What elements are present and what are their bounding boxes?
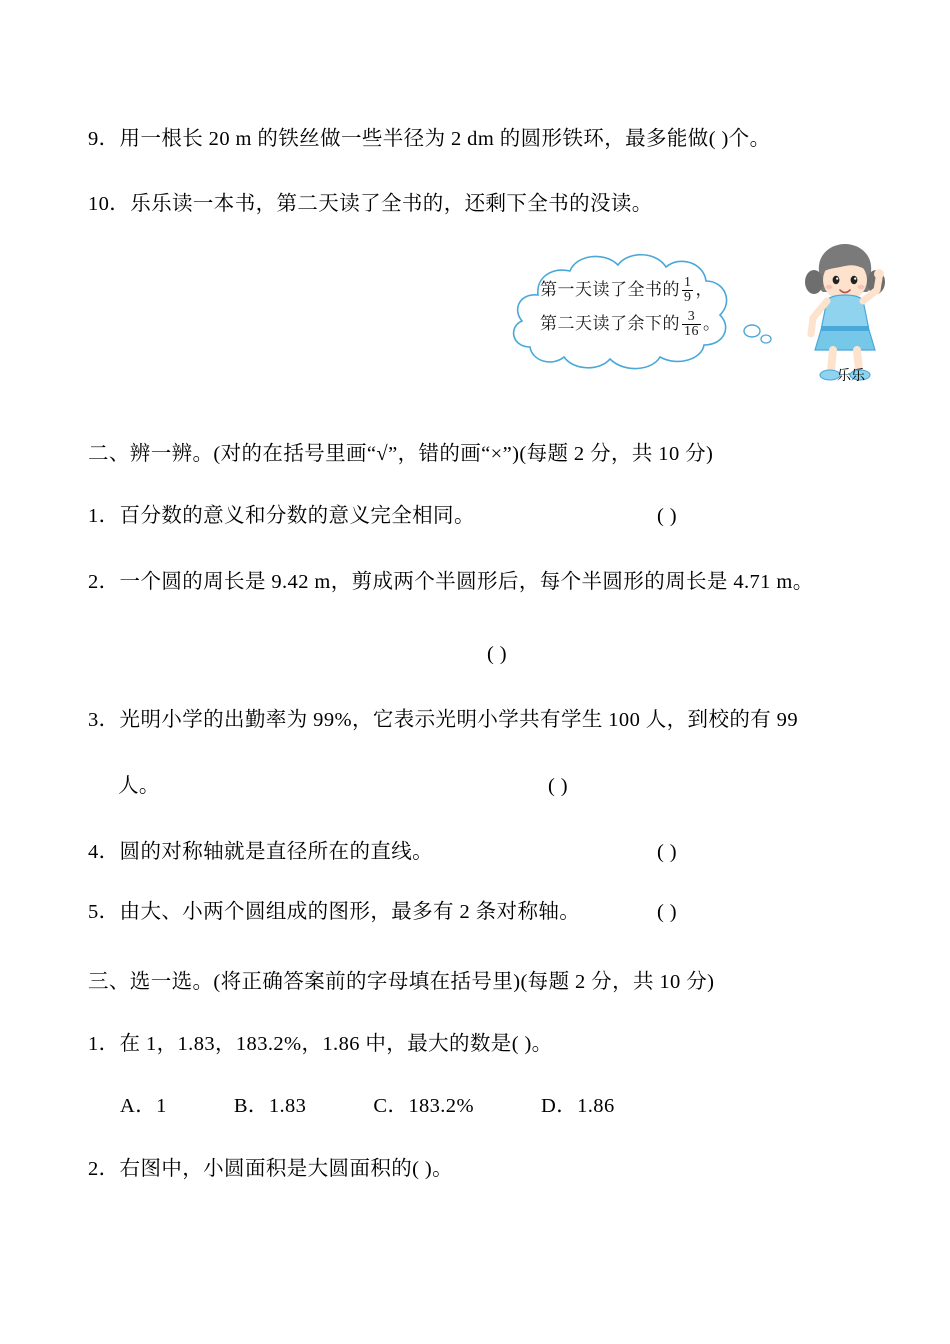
bubble-line-2 — [540, 307, 780, 341]
section3-q1-text: ．在 1，1.83，183.2%，1.86 中，最大的数是( )。 — [98, 1033, 553, 1055]
section2-question-4 — [88, 838, 433, 866]
section2-q1-answer-bracket[interactable]: ( ) — [657, 505, 677, 527]
illustration-speech-bubble — [500, 243, 930, 393]
section2-q3-answer-bracket[interactable]: ( ) — [548, 775, 568, 797]
section-3-heading: 三、选一选。(将正确答案前的字母填在括号里)(每题 2 分，共 10 分) — [88, 971, 715, 993]
section-2-heading: 二、辨一辨。(对的在括号里画“√”，错的画“×”)(每题 2 分，共 10 分) — [88, 443, 714, 465]
question-10: 10．乐乐读一本书，第二天读了全书的，还剩下全书的没读。 — [88, 193, 653, 215]
bubble-line-2-prefix: 第二天读了余下的 — [540, 314, 680, 333]
option-a[interactable]: A．1 — [120, 1095, 167, 1117]
bubble-text-block — [540, 273, 780, 341]
section3-question-2 — [88, 1155, 453, 1183]
character-name-label: 乐乐 — [837, 369, 865, 384]
section2-q2-text: ．一个圆的周长是 9.42 m，剪成两个半圆形后，每个半圆形的周长是 4.71 m。 — [98, 571, 814, 593]
fraction-three-sixteenths: $\frac{3}{16}$ — [684, 308, 699, 340]
question-9: 9．用一根长 20 m 的铁丝做一些半径为 2 dm 的圆形铁环，最多能做( )个。 — [88, 128, 771, 150]
section3-q2-number: 2 — [88, 1158, 99, 1180]
section3-q1-options — [120, 1092, 615, 1120]
section2-question-2 — [88, 568, 814, 596]
section2-q2-number: 2 — [88, 571, 99, 593]
fraction-one-ninth: $\frac{1}{9}$ — [684, 274, 692, 306]
bubble-line-1-prefix: 第一天读了全书的 — [540, 280, 680, 299]
bubble-line-1 — [540, 273, 780, 307]
section3-q2-text: ．右图中，小圆面积是大圆面积的( )。 — [98, 1158, 454, 1180]
bubble-line-1-suffix: ， — [695, 280, 713, 299]
section2-question-1 — [88, 502, 475, 530]
bubble-line-2-suffix: 。 — [702, 314, 721, 333]
option-d[interactable]: D．1.86 — [541, 1095, 615, 1117]
section2-q1-text: ．百分数的意义和分数的意义完全相同。 — [98, 505, 475, 527]
section3-question-1 — [88, 1030, 553, 1058]
section2-q4-answer-bracket[interactable]: ( ) — [657, 841, 677, 863]
section2-q4-number: 4 — [88, 841, 99, 863]
section2-q3-number: 3 — [88, 709, 99, 731]
option-c[interactable]: C．183.2% — [373, 1095, 474, 1117]
section2-question-5 — [88, 898, 580, 926]
section2-q1-number: 1 — [88, 505, 99, 527]
section2-q5-text: ．由大、小两个圆组成的图形，最多有 2 条对称轴。 — [98, 901, 581, 923]
section2-q3-text-line1: ．光明小学的出勤率为 99%，它表示光明小学共有学生 100 人，到校的有 99 — [98, 709, 798, 731]
section2-q5-answer-bracket[interactable]: ( ) — [657, 901, 677, 923]
section2-question-3-line2: 人。 — [118, 775, 160, 797]
section2-q2-answer-bracket[interactable]: ( ) — [487, 643, 507, 665]
section2-question-3-line1 — [88, 706, 798, 734]
section2-q4-text: ．圆的对称轴就是直径所在的直线。 — [98, 841, 434, 863]
section2-q5-number: 5 — [88, 901, 99, 923]
section3-q1-number: 1 — [88, 1033, 99, 1055]
option-b[interactable]: B．1.83 — [233, 1095, 307, 1117]
